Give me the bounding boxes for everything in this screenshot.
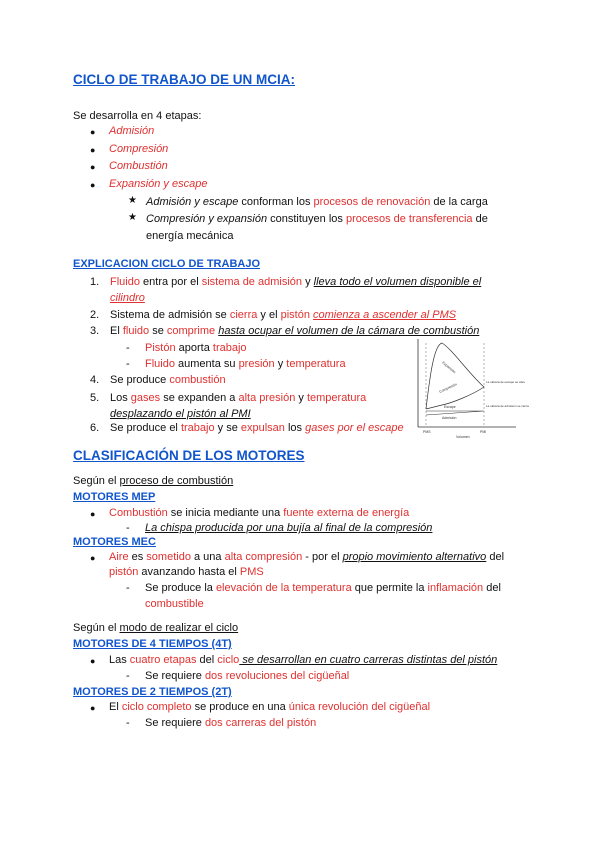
step-item: Fluido entra por el sistema de admisión y lleva todo el volumen disponible el [110,276,482,288]
section-title: CLASIFICACIÓN DE LOS MOTORES [73,448,305,463]
bullet-icon: ● [90,127,96,137]
subsection-title: MOTORES DE 2 TIEMPOS (2T) [73,686,232,698]
dash-icon: - [126,670,130,682]
intro-text: Se desarrolla en 4 etapas: [73,110,202,122]
bullet-icon: ● [90,703,96,713]
paragraph: Según el modo de realizar el ciclo [73,622,239,634]
star-item: Admisión y escape conforman los procesos de renovación de la carga [146,196,488,208]
label-pmi: PMI [480,430,487,434]
bullet-icon: ● [90,553,96,563]
sub-item: Se requiere dos carreras del pistón [145,717,317,729]
stage-item: Compresión [109,143,169,155]
subsection-title: MOTORES MEP [73,491,156,503]
list-item: Aire es sometido a una alta compresión - por el propio movimiento alternativo del [109,551,505,563]
dash-icon: - [126,358,130,370]
bullet-icon: ● [90,656,96,666]
star-item: Compresión y expansión constituyen los procesos de transferencia de [146,213,488,225]
step-item: El fluido se comprime hasta ocupar el volumen de la cámara de combustión [110,325,480,337]
bullet-icon: ● [90,162,96,172]
cycle-curve [426,343,484,409]
step-item-continued: cilindro [110,292,145,304]
step-item: Los gases se expanden a alta presión y temperatura [110,392,367,404]
bullet-icon: ● [90,180,96,190]
paragraph: Según el proceso de combustión [73,475,234,487]
list-item: Las cuatro etapas del ciclo se desarrollan en cuatro carreras distintas del pistón [109,654,498,666]
sub-item: La chispa producida por una bujía al final de la compresión [145,522,433,534]
stage-item: Expansión y escape [109,178,208,190]
star-icon: ★ [128,212,137,223]
subsection-title: MOTORES DE 4 TIEMPOS (4T) [73,638,232,650]
step-number: 5. [90,392,100,404]
step-item: Se produce el trabajo y se expulsan los gases por el escape [110,422,404,434]
label-volume: Volumen [456,435,470,439]
sub-item-continued: combustible [145,598,204,610]
step-number: 4. [90,374,100,386]
label-pms: PMS [423,430,431,434]
dash-icon: - [126,582,130,594]
pv-diagram [412,335,529,440]
list-item-continued: pistón avanzando hasta el PMS [109,566,264,578]
sub-item: Fluido aumenta su presión y temperatura [145,358,346,370]
sub-item: Se requiere dos revoluciones del cigüeñal [145,670,350,682]
label-compression: Compresión [438,382,458,394]
step-number: 2. [90,309,100,321]
label-expansion: Expansión [441,360,457,375]
exchange-curve [426,411,484,415]
sub-item: Se produce la elevación de la temperatura que permite la inflamación del [145,582,501,594]
subsection-title: MOTORES MEC [73,536,156,548]
page-title: CICLO DE TRABAJO DE UN MCIA: [73,72,295,87]
step-number: 1. [90,276,100,288]
bullet-icon: ● [90,509,96,519]
dash-icon: - [126,717,130,729]
list-item: Combustión se inicia mediante una fuente externa de energía [109,507,410,519]
step-item-continued: desplazando el pistón al PMI [110,408,251,420]
step-number: 6. [90,422,100,434]
dash-icon: - [126,522,130,534]
dash-icon: - [126,342,130,354]
section-title: EXPLICACION CICLO DE TRABAJO [73,258,261,270]
label-admission: Admisión [442,416,457,420]
bullet-icon: ● [90,145,96,155]
label-intake-close: La válvula de admisión se cierra [486,404,529,408]
step-number: 3. [90,325,100,337]
star-item-continued: energía mecánica [146,230,234,242]
list-item: El ciclo completo se produce en una única revolución del cigüeñal [109,701,431,713]
stage-item: Combustión [109,160,168,172]
label-exhaust-open: La válvula de escape se abre [486,380,526,384]
step-item: Se produce combustión [110,374,226,386]
sub-item: Pistón aporta trabajo [145,342,247,354]
step-item: Sistema de admisión se cierra y el pistón comienza a ascender al PMS [110,309,457,321]
star-icon: ★ [128,195,137,206]
stage-item: Admisión [109,125,155,137]
label-escape: Escape [444,405,456,409]
